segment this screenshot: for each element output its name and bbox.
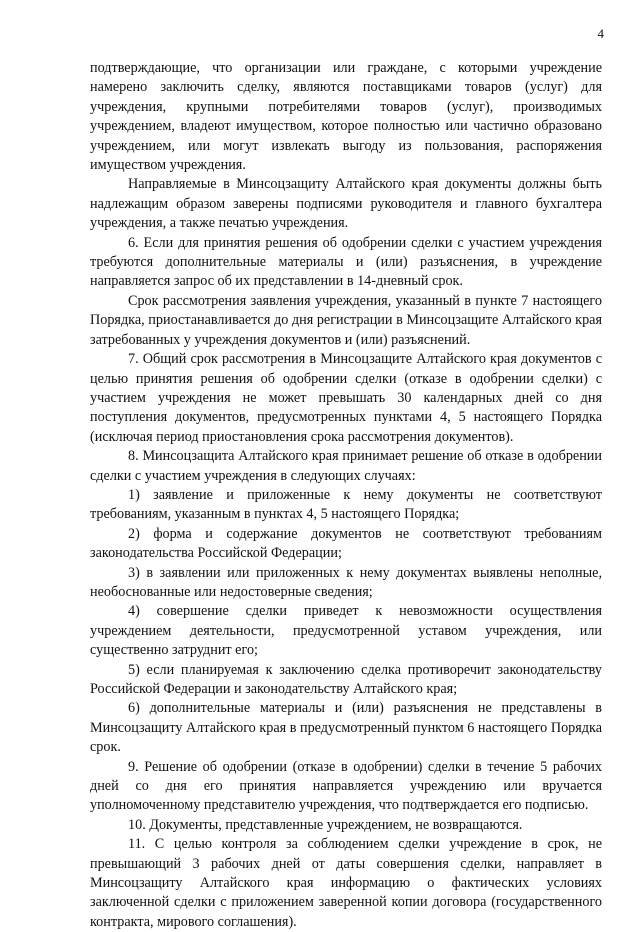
paragraph-item-10: 10. Документы, представленные учреждением, не возвращаются. xyxy=(128,816,523,833)
paragraph-item-9: 9. Решение об одобрении (отказе в одобрении) сделки в течение 5 рабочих дней со дня его принятия направляется учреждению или вручается уполномоченному представителю учреждения, что подтверждается его подписью. xyxy=(90,758,602,814)
paragraph-subitem-1: 1) заявление и приложенные к нему документы не соответствуют требованиям, указанным в пунктах 4, 5 настоящего Порядка; xyxy=(90,486,602,523)
paragraph-subitem-6: 6) дополнительные материалы и (или) разъяснения не представлены в Минсоцзащиту Алтайского края в предусмотренный пунктом 6 настоящего Порядка срок. xyxy=(90,700,602,756)
document-body xyxy=(90,59,602,932)
paragraph-item-6: 6. Если для принятия решения об одобрении сделки с участием учреждения требуются дополнительные материалы и (или) разъяснения, в учреждение направляется запрос об их представлении в 14-дневный срок. xyxy=(90,234,602,290)
paragraph-documents-certification: Направляемые в Минсоцзащиту Алтайского края документы должны быть надлежащим образом заверены подписями руководителя и главного бухгалтера учреждения, а также печатью учреждения. xyxy=(90,176,602,232)
paragraph-continuation: подтверждающие, что организации или граждане, с которыми учреждение намерено заключить сделку, являются поставщиками товаров (услуг) для учреждения, крупными потребителями товаров (услуг), производимых учреждением, владеют имуществом, которое полностью или частично образовано учреждением, или могут извлекать выгоду из пользования, распоряжения имуществом учреждения. xyxy=(90,60,602,174)
page-number: 4 xyxy=(597,26,604,41)
paragraph-subitem-4: 4) совершение сделки приведет к невозможности осуществления учреждением деятельности, предусмотренной уставом учреждения, или существенно затруднит его; xyxy=(90,603,602,659)
paragraph-subitem-2: 2) форма и содержание документов не соответствуют требованиям законодательства Российской Федерации; xyxy=(90,525,602,562)
paragraph-subitem-3: 3) в заявлении или приложенных к нему документах выявлены неполные, необоснованные или недостоверные сведения; xyxy=(90,564,602,600)
paragraph-subitem-5: 5) если планируемая к заключению сделка противоречит законодательству Российской Федерации и законодательству Алтайского края; xyxy=(90,661,602,697)
paragraph-item-7: 7. Общий срок рассмотрения в Минсоцзащите Алтайского края документов с целью принятия решения об одобрении сделки (отказе в одобрении сделки) с участием учреждения не может превышать 30 календарных дней со дня поступления документов, предусмотренных пунктами 4, 5 настоящего Порядка (исключая период приостановления срока рассмотрения документов). xyxy=(90,351,602,445)
paragraph-review-suspension: Срок рассмотрения заявления учреждения, указанный в пункте 7 настоящего Порядка, приостанавливается до дня регистрации в Минсоцзащите Алтайского края затребованных у учреждения документов и (или) разъяснений. xyxy=(90,292,602,348)
paragraph-item-11: 11. С целью контроля за соблюдением сделки учреждение в срок, не превышающий 3 рабочих дней от даты совершения сделки, направляет в Минсоцзащиту Алтайского края информацию о фактических условиях заключенной сделки с приложением заверенной копии договора (государственного контракта, мирового соглашения). xyxy=(90,836,602,930)
paragraph-item-8: 8. Минсоцзащита Алтайского края принимает решение об отказе в одобрении сделки с участием учреждения в следующих случаях: xyxy=(90,448,602,484)
